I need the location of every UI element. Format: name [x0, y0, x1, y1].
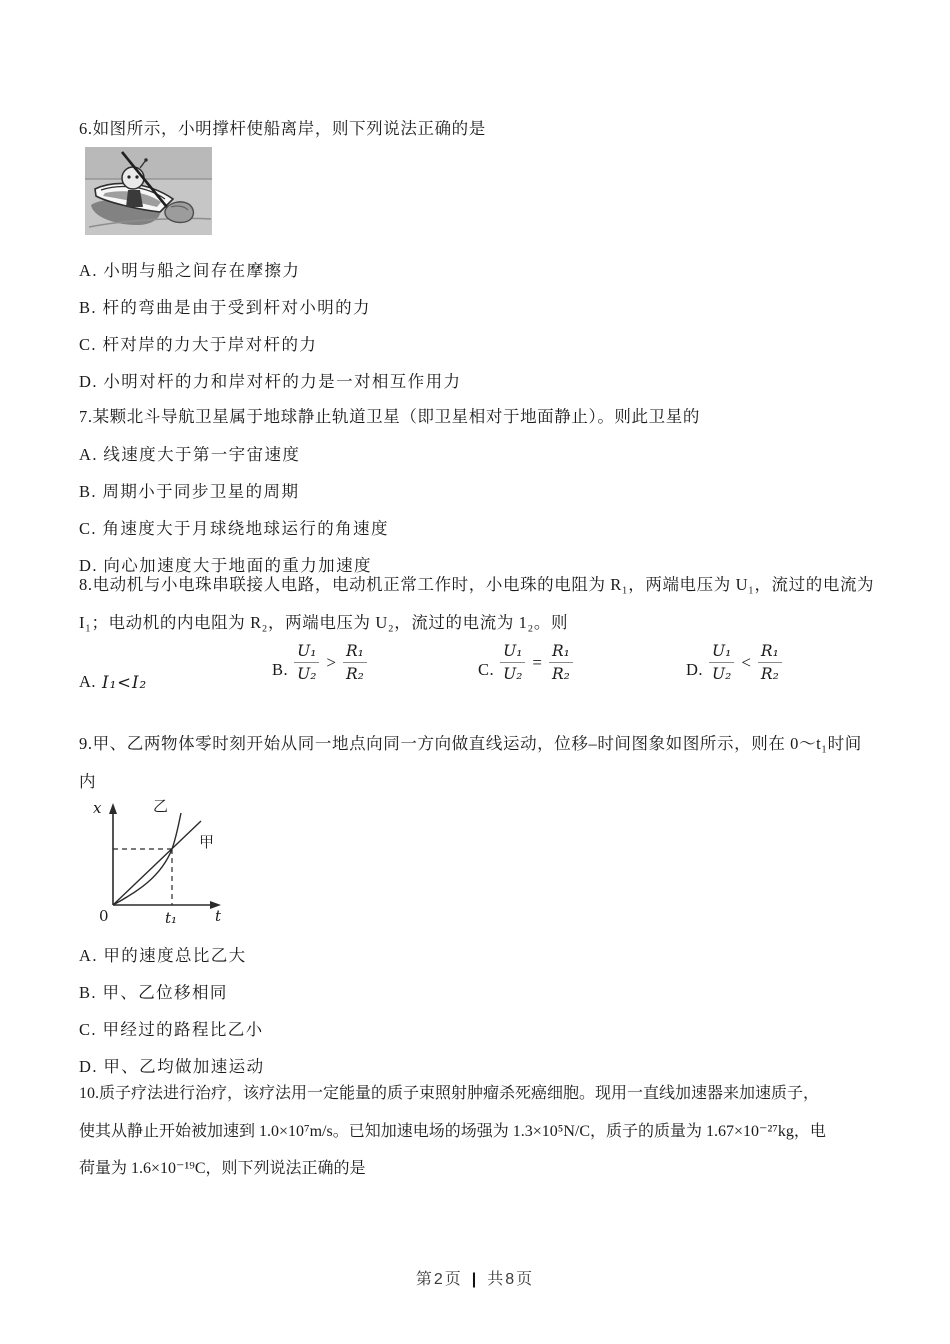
q6-option-c: C. 杆对岸的力大于岸对杆的力 — [79, 335, 318, 354]
q6-option-d: D. 小明对杆的力和岸对杆的力是一对相互作用力 — [79, 372, 462, 391]
fraction-denominator: U₂ — [709, 662, 734, 685]
fraction-denominator: U₂ — [500, 662, 525, 685]
q8-option-c — [478, 640, 573, 686]
fraction-denominator: R₂ — [343, 662, 367, 685]
q8-option-a-expression: I₁<I₂ — [102, 672, 148, 692]
figure-head — [122, 167, 144, 189]
fraction-denominator: R₂ — [758, 662, 782, 685]
x-axis-label: t — [215, 907, 222, 925]
q7-option-b: B. 周期小于同步卫星的周期 — [79, 482, 300, 501]
q8-option-a — [79, 672, 147, 692]
q8-option-b-fraction-left — [294, 640, 319, 686]
question-8-stem — [79, 566, 910, 641]
boat-illustration — [85, 147, 212, 235]
q8-option-b-operator: > — [326, 652, 337, 672]
q8-option-b-fraction-right — [343, 640, 367, 686]
t1-tick-label: t₁ — [165, 909, 178, 927]
question-7-stem: 7.某颗北斗导航卫星属于地球静止轨道卫星（即卫星相对于地面静止）。则此卫星的 — [79, 407, 700, 426]
q9-stem-line-1: 9.甲、乙两物体零时刻开始从同一地点向同一方向做直线运动，位移–时间图象如图所示，则在 0～t₁时间 — [79, 734, 862, 753]
figure-eye-left — [127, 175, 130, 178]
q7-option-d: D. 向心加速度大于地面的重力加速度 — [79, 556, 372, 575]
fraction-denominator: U₂ — [294, 662, 319, 685]
q6-option-b: B. 杆的弯曲是由于受到杆对小明的力 — [79, 298, 371, 317]
q8-option-c-label: C. — [478, 659, 495, 679]
q8-option-d-fraction-left — [709, 640, 734, 686]
fraction-numerator: R₁ — [346, 642, 364, 660]
q8-option-b — [272, 640, 367, 686]
figure-antenna-tip — [144, 158, 147, 161]
question-7-options — [79, 436, 910, 584]
page-footer — [0, 1266, 950, 1289]
q9-stem-line-2: 内 — [79, 771, 97, 791]
fraction-numerator: U₁ — [712, 642, 732, 660]
q8-stem-line-2: I₁；电动机的内电阻为 R₂，两端电压为 U₂，流过的电流为 1₂。则 — [79, 612, 569, 632]
q8-option-d — [686, 640, 782, 686]
q10-stem-line-3: 荷量为 1.6×10⁻¹⁹C，则下列说法正确的是 — [79, 1160, 366, 1177]
q8-option-c-operator: = — [532, 652, 543, 672]
q7-option-a: A. 线速度大于第一宇宙速度 — [79, 445, 301, 464]
q6-option-a: A. 小明与船之间存在摩擦力 — [79, 261, 301, 280]
question-9-stem — [79, 725, 910, 800]
q9-option-c: C. 甲经过的路程比乙小 — [79, 1020, 264, 1039]
question-6-options — [79, 252, 910, 400]
origin-label: 0 — [99, 907, 109, 925]
figure-eye-right — [135, 175, 138, 178]
figure-body — [126, 190, 143, 207]
fraction-numerator: R₁ — [760, 642, 779, 660]
question-10-stem — [79, 1075, 910, 1188]
line-jia — [113, 821, 201, 905]
question-8-options — [0, 638, 950, 710]
q10-stem-line-2: 使其从静止开始被加速到 1.0×10⁷m/s。已知加速电场的场强为 1.3×10⁵N/C，质子的质量为 1.67×10⁻²⁷kg，电 — [79, 1122, 826, 1140]
q8-option-a-label: A. — [79, 672, 97, 691]
y-axis-arrow — [109, 803, 117, 814]
line-jia-label: 甲 — [199, 833, 215, 851]
q8-option-c-fraction-left — [500, 640, 525, 686]
footer-page-number: 第2页 — [415, 1271, 463, 1288]
rock — [165, 202, 193, 223]
q8-option-b-label: B. — [272, 659, 289, 679]
question-9-options — [79, 937, 910, 1085]
q8-option-d-label: D. — [686, 659, 704, 679]
fraction-numerator: U₁ — [503, 642, 523, 660]
q8-stem-line-1: 8.电动机与小电珠串联接人电路，电动机正常工作时，小电珠的电阻为 R₁，两端电压为 U₁，流过的电流为 — [79, 575, 875, 594]
q8-option-d-operator: < — [741, 652, 751, 672]
q10-stem-line-1: 10.质子疗法进行治疗，该疗法用一定能量的质子束照射肿瘤杀死癌细胞。现用一直线加速器来加速质子， — [79, 1085, 820, 1102]
fraction-denominator: R₂ — [549, 662, 573, 685]
q7-option-c: C. 角速度大于月球绕地球运行的角速度 — [79, 519, 389, 538]
question-6-stem: 6.如图所示，小明撑杆使船离岸，则下列说法正确的是 — [79, 119, 486, 138]
q8-option-c-fraction-right — [549, 640, 573, 686]
footer-total-pages: 共8页 — [487, 1271, 535, 1288]
q9-option-a: A. 甲的速度总比乙大 — [79, 946, 247, 965]
footer-separator: | — [471, 1271, 479, 1288]
fraction-numerator: R₁ — [552, 642, 570, 660]
curve-yi — [113, 813, 181, 905]
q9-option-d: D. 甲、乙均做加速运动 — [79, 1057, 265, 1076]
curve-yi-label: 乙 — [153, 797, 169, 815]
y-axis-label: x — [93, 799, 102, 817]
position-time-graph — [75, 797, 315, 931]
q8-option-d-fraction-right — [758, 640, 782, 686]
q9-option-b: B. 甲、乙位移相同 — [79, 983, 228, 1002]
fraction-numerator: U₁ — [297, 642, 317, 660]
